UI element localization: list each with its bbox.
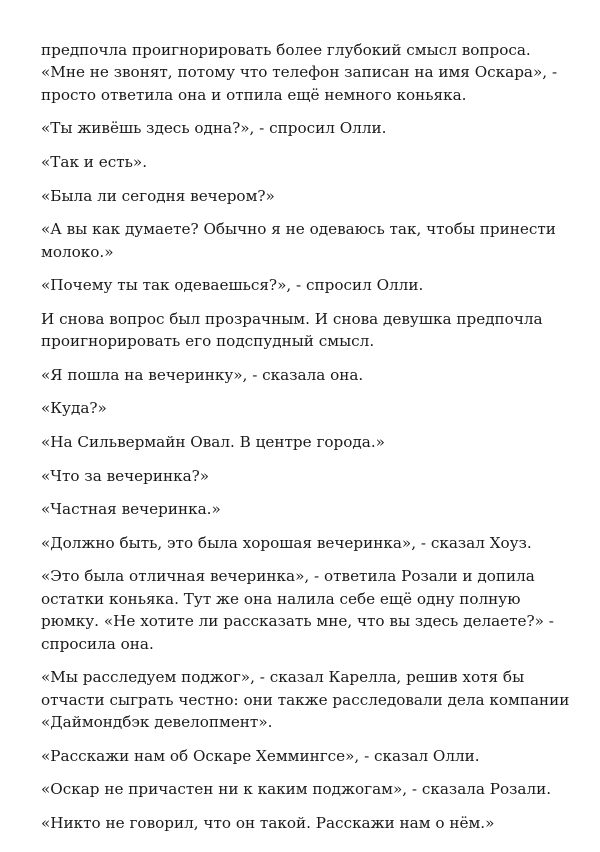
document-page xyxy=(41,39,571,845)
paragraph-8: «Я пошла на вечеринку», - сказала она. xyxy=(41,365,364,384)
paragraph-7: И снова вопрос был прозрачным. И снова девушка предпочла проигнорировать его подспудный смысл. xyxy=(41,309,543,351)
paragraph-5: «А вы как думаете? Обычно я не одеваюсь так, чтобы принести молоко.» xyxy=(41,220,556,261)
paragraph-11: «Что за вечеринка?» xyxy=(41,466,210,485)
paragraph-18: «Никто не говорил, что он такой. Расскажи нам о нём.» xyxy=(41,813,495,832)
paragraph-14: «Это была отличная вечеринка», - ответила Розали и допила остатки коньяка. Тут же она налила себе ещё одну полную рюмку. «Не хотите ли рассказать мне, что вы здесь делаете?» - спросила она. xyxy=(41,567,554,653)
paragraph-9: «Куда?» xyxy=(41,399,107,418)
paragraph-3: «Так и есть». xyxy=(41,153,148,171)
paragraph-4: «Была ли сегодня вечером?» xyxy=(41,186,275,205)
paragraph-17: «Оскар не причастен ни к каким поджогам», - сказала Розали. xyxy=(41,780,552,799)
paragraph-12: «Частная вечеринка.» xyxy=(41,500,221,519)
paragraph-1: предпочла проигнорировать более глубокий смысл вопроса. «Мне не звонят, потому что телефон записан на имя Оскара», - просто ответила она и отпила ещё немного коньяка. xyxy=(41,41,558,104)
paragraph-13: «Должно быть, это была хорошая вечеринка», - сказал Хоуз. xyxy=(41,533,532,552)
paragraph-10: «На Сильвермайн Овал. В центре города.» xyxy=(41,432,385,451)
paragraph-15: «Мы расследуем поджог», - сказал Карелла, решив хотя бы отчасти сыграть честно: они также расследовали дела компании «Даймондбэк девелопмент». xyxy=(41,668,570,731)
paragraph-16: «Расскажи нам об Оскаре Хеммингсе», - сказал Олли. xyxy=(41,746,480,765)
paragraph-2: «Ты живёшь здесь одна?», - спросил Олли. xyxy=(41,119,387,138)
paragraph-6: «Почему ты так одеваешься?», - спросил Олли. xyxy=(41,276,424,295)
